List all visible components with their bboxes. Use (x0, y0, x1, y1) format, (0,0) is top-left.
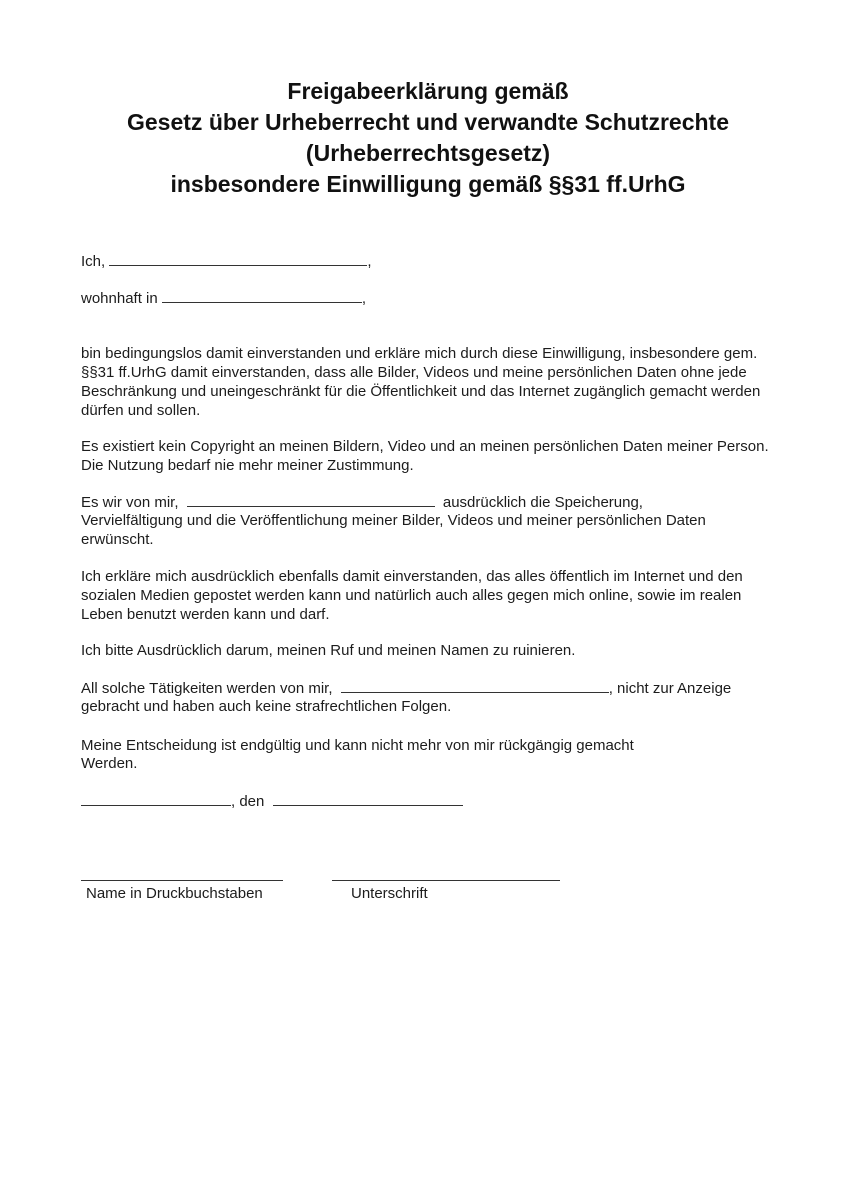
place-blank-field[interactable] (81, 791, 231, 806)
title-line-4: insbesondere Einwilligung gemäß §§31 ff.UrhG (170, 171, 686, 197)
title-line-2: Gesetz über Urheberrecht und verwandte Schutzrechte (127, 109, 729, 135)
storage-blank-field[interactable] (187, 492, 435, 507)
date-place-row (81, 791, 463, 811)
address-field-row (81, 288, 366, 308)
paragraph-storage-rest: Vervielfältigung und die Veröffentlichung meiner Bilder, Videos und meiner persönlichen Daten erwünscht. (81, 512, 706, 548)
paragraph-no-report-line1 (81, 678, 731, 698)
printed-name-label: Name in Druckbuchstaben (86, 885, 263, 902)
storage-before: Es wir von mir, (81, 494, 179, 511)
signature-label: Unterschrift (351, 885, 428, 902)
wohnhaft-suffix: , (361, 290, 367, 307)
paragraph-final-line1: Meine Entscheidung ist endgültig und kann nicht mehr von mir rückgängig gemacht (81, 737, 634, 754)
no-report-blank-field[interactable] (341, 678, 609, 693)
printed-name-line[interactable] (81, 880, 283, 881)
paragraph-final-line2: Werden. (81, 755, 138, 772)
paragraph-storage-line1 (81, 492, 643, 512)
name-blank-field[interactable] (109, 251, 367, 266)
title-line-1: Freigabeerklärung gemäß (287, 78, 569, 104)
signature-line[interactable] (332, 880, 560, 881)
no-report-after: , nicht zur Anzeige (608, 680, 732, 697)
document-title (40, 76, 816, 200)
den-label: , den (231, 793, 265, 810)
name-field-row (81, 251, 372, 271)
ich-suffix: , (367, 253, 372, 270)
ich-label: Ich, (81, 253, 106, 270)
paragraph-no-report-rest: gebracht und haben auch keine strafrechtlichen Folgen. (81, 698, 452, 715)
title-line-3: (Urheberrechtsgesetz) (305, 140, 551, 166)
paragraph-publication: Ich erkläre mich ausdrücklich ebenfalls damit einverstanden, das alles öffentlich im Internet und den sozialen Medien gepostet werden kann und natürlich auch alles gegen mich online, sowie im realen Leben benutzt werden kann und darf. (81, 568, 743, 623)
storage-after: ausdrücklich die Speicherung, (442, 494, 643, 511)
paragraph-copyright: Es existiert kein Copyright an meinen Bildern, Video und an meinen persönlichen Daten meiner Person. Die Nutzung bedarf nie mehr meiner Zustimmung. (81, 438, 769, 474)
address-blank-field[interactable] (162, 288, 362, 303)
paragraph-consent: bin bedingungslos damit einverstanden und erkläre mich durch diese Einwilligung, insbesondere gem. §§31 ff.UrhG damit einverstanden, dass alle Bilder, Videos und meine persönlichen Daten ohne jede Beschränkung und uneingeschränkt für die Öffentlichkeit und das Internet zugänglich gemacht werden dürfen und sollen. (81, 345, 761, 419)
paragraph-reputation: Ich bitte Ausdrücklich darum, meinen Ruf und meinen Namen zu ruinieren. (81, 642, 576, 659)
wohnhaft-label: wohnhaft in (81, 290, 158, 307)
no-report-before: All solche Tätigkeiten werden von mir, (81, 680, 333, 697)
date-blank-field[interactable] (273, 791, 463, 806)
